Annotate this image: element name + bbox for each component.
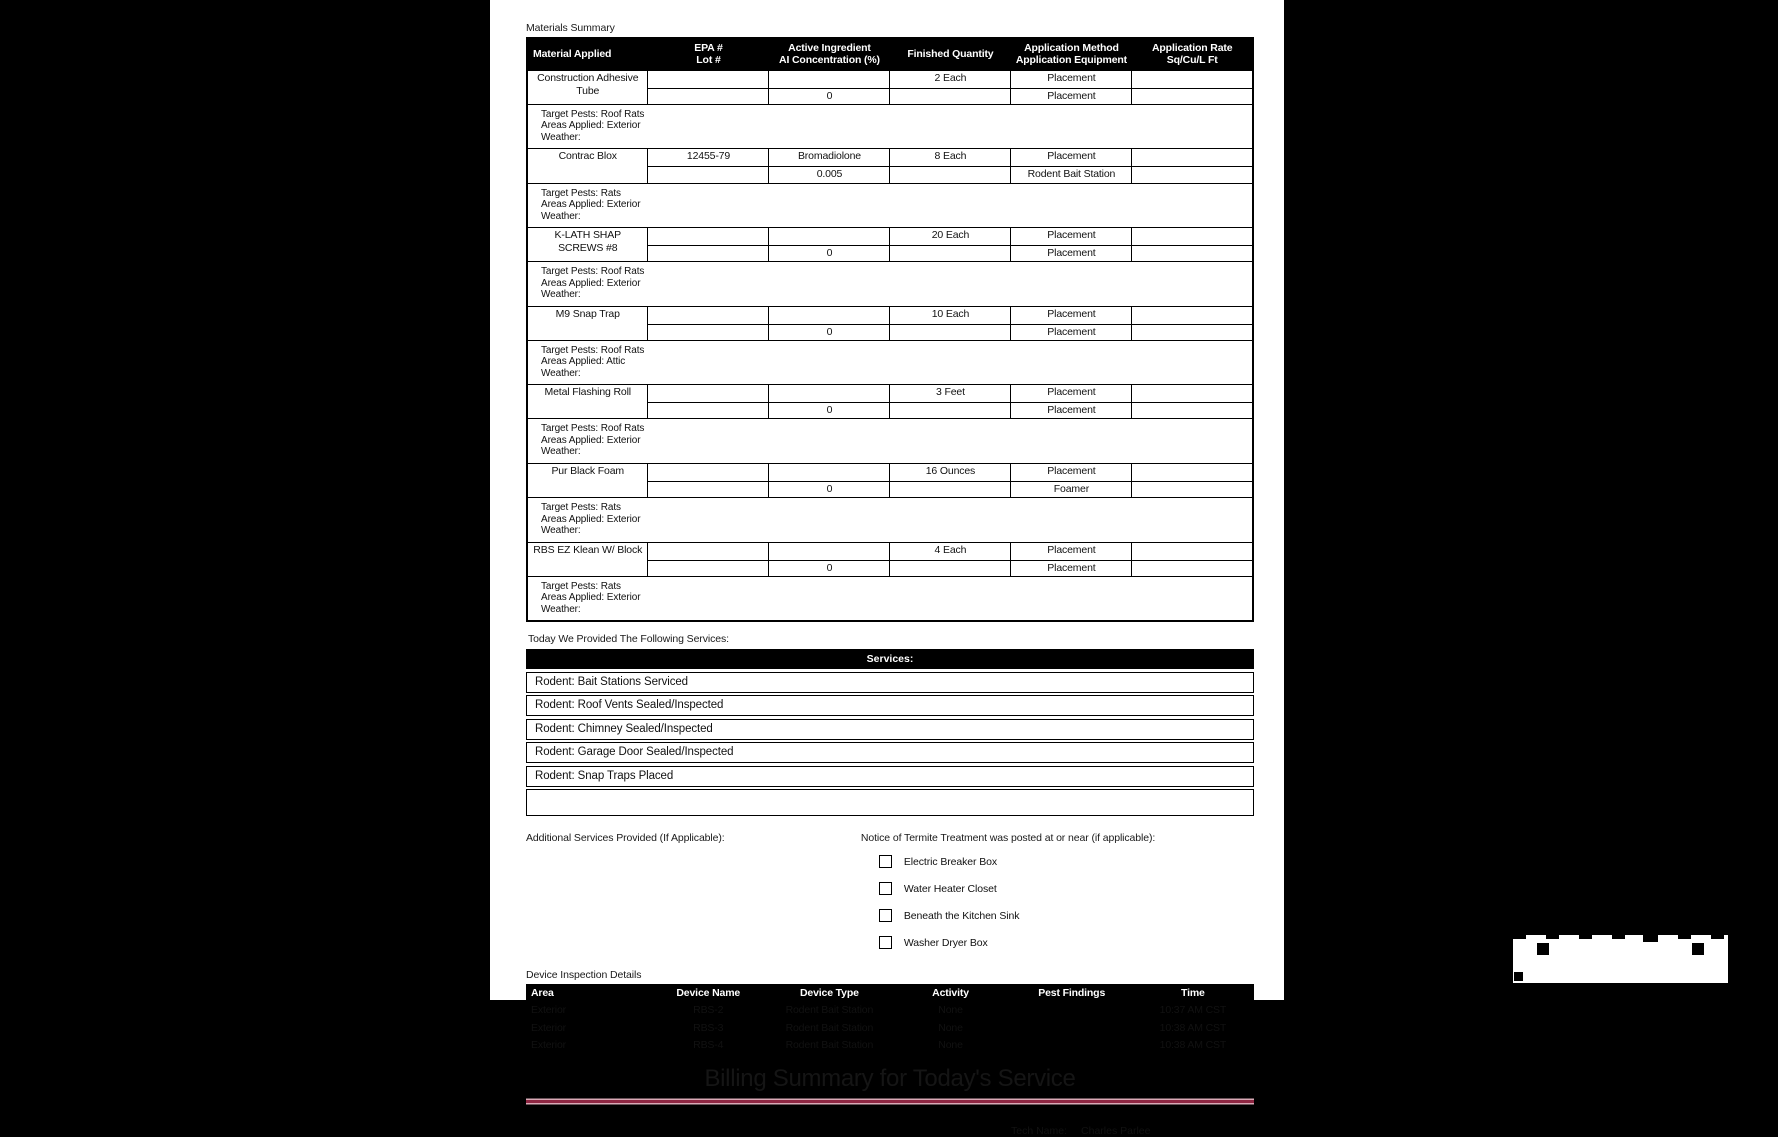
checkbox-row <box>879 882 1254 895</box>
weather-line: Weather: <box>541 289 581 301</box>
cell-active-ingredient: Bromadiolone <box>769 149 890 167</box>
cell-epa-number <box>648 306 769 324</box>
service-row: Rodent: Roof Vents Sealed/Inspected <box>526 695 1254 716</box>
cell-device-name: RBS-2 <box>648 1002 769 1020</box>
checkbox-label: Electric Breaker Box <box>903 855 997 868</box>
header-application-method <box>1011 38 1132 70</box>
cell-target-info <box>527 498 1253 543</box>
checkbox-beneath-kitchen-sink[interactable] <box>879 909 892 922</box>
cell-active-ingredient <box>769 228 890 246</box>
cell-area: Exterior <box>527 1019 648 1037</box>
weather-line: Weather: <box>541 367 581 379</box>
cell-application-rate <box>1132 70 1253 88</box>
cell-application-method: Placement <box>1011 149 1132 167</box>
header-application-rate <box>1132 38 1253 70</box>
termite-notice-label: Notice of Termite Treatment was posted at or near (if applicable): <box>860 832 1156 845</box>
cell-application-equipment: Placement <box>1011 324 1132 340</box>
header-method-line1: Application Method <box>1024 42 1119 54</box>
checkbox-label: Beneath the Kitchen Sink <box>903 909 1020 922</box>
materials-summary-label: Materials Summary <box>526 22 615 34</box>
cell-epa-number <box>648 228 769 246</box>
cell-ai-concentration: 0 <box>769 88 890 104</box>
weather-line: Weather: <box>541 525 581 536</box>
cell-activity: None <box>890 1002 1011 1020</box>
material-row <box>527 385 1253 403</box>
cell-lot-number <box>648 481 769 497</box>
checkbox-label: Water Heater Closet <box>903 882 997 895</box>
device-inspection-table <box>526 984 1254 1055</box>
cell-lot-number <box>648 403 769 419</box>
cell-pest-findings <box>1011 1019 1132 1037</box>
device-row <box>527 1002 1254 1020</box>
weather-line: Weather: <box>541 446 581 458</box>
header-device-name: Device Name <box>648 985 769 1002</box>
tech-name-label: Tech Name: <box>1011 1125 1068 1137</box>
cell-activity: None <box>890 1037 1011 1055</box>
cell-quantity-blank <box>890 481 1011 497</box>
billing-divider-rule <box>526 1100 1254 1104</box>
materials-summary-table <box>526 37 1254 622</box>
material-target-row <box>527 498 1253 543</box>
cell-device-type: Rodent Bait Station <box>769 1037 890 1055</box>
cell-lot-number <box>648 88 769 104</box>
additional-services-label: Additional Services Provided (If Applicable): <box>526 832 725 845</box>
services-intro-label: Today We Provided The Following Services: <box>528 633 729 646</box>
overlay-dash-marks <box>1513 935 1728 939</box>
cell-rate-blank <box>1132 246 1253 262</box>
header-epa-line2: Lot # <box>696 54 721 67</box>
cell-finished-quantity: 4 Each <box>890 542 1011 560</box>
materials-header-row <box>527 38 1253 70</box>
areas-applied-line: Areas Applied: Exterior <box>541 592 641 604</box>
cell-device-name: RBS-4 <box>648 1037 769 1055</box>
material-target-row <box>527 104 1253 149</box>
cell-rate-blank <box>1132 481 1253 497</box>
device-header-row <box>527 985 1254 1002</box>
checkbox-water-heater-closet[interactable] <box>879 882 892 895</box>
target-pests-line: Target Pests: Roof Rats <box>541 344 645 356</box>
material-target-row <box>527 576 1253 621</box>
overlay-notch-mark <box>1643 935 1658 942</box>
cell-rate-blank <box>1132 324 1253 340</box>
target-pests-line: Target Pests: Rats <box>541 580 621 592</box>
cell-time: 10:38 AM CST <box>1132 1019 1253 1037</box>
cell-area: Exterior <box>527 1037 648 1055</box>
cell-finished-quantity: 16 Ounces <box>890 463 1011 481</box>
cell-application-rate <box>1132 306 1253 324</box>
cell-application-rate <box>1132 542 1253 560</box>
areas-applied-line: Areas Applied: Exterior <box>541 277 641 289</box>
cell-epa-number <box>648 385 769 403</box>
cell-target-info <box>527 183 1253 228</box>
cell-active-ingredient <box>769 542 890 560</box>
cell-device-type: Rodent Bait Station <box>769 1002 890 1020</box>
cell-finished-quantity: 3 Feet <box>890 385 1011 403</box>
cell-ai-concentration: 0.005 <box>769 167 890 183</box>
checkbox-label: Washer Dryer Box <box>903 936 988 949</box>
cell-quantity-blank <box>890 403 1011 419</box>
device-row <box>527 1037 1254 1055</box>
material-row <box>527 70 1253 88</box>
material-target-row <box>527 340 1253 385</box>
material-row <box>527 463 1253 481</box>
cell-application-rate <box>1132 463 1253 481</box>
cell-epa-number <box>648 463 769 481</box>
services-table-header: Services: <box>526 649 1254 669</box>
cell-application-method: Placement <box>1011 306 1132 324</box>
cell-epa-number <box>648 70 769 88</box>
areas-applied-line: Areas Applied: Exterior <box>541 120 641 132</box>
cell-active-ingredient <box>769 306 890 324</box>
target-pests-line: Target Pests: Roof Rats <box>541 108 645 120</box>
cell-finished-quantity: 8 Each <box>890 149 1011 167</box>
cell-device-name: RBS-3 <box>648 1019 769 1037</box>
material-row <box>527 149 1253 167</box>
cell-application-equipment: Placement <box>1011 403 1132 419</box>
service-row: Rodent: Garage Door Sealed/Inspected <box>526 742 1254 763</box>
cell-ai-concentration: 0 <box>769 560 890 576</box>
material-target-row <box>527 183 1253 228</box>
cell-ai-concentration: 0 <box>769 403 890 419</box>
billing-summary-title: Billing Summary for Today's Service <box>704 1064 1076 1092</box>
cell-quantity-blank <box>890 324 1011 340</box>
header-ai-line2: AI Concentration (%) <box>779 54 880 67</box>
cell-material-name: Contrac Blox <box>527 149 648 183</box>
tech-name-value: Charles Parlee <box>1081 1125 1151 1137</box>
material-row <box>527 542 1253 560</box>
cell-finished-quantity: 20 Each <box>890 228 1011 246</box>
overlay-square-mark <box>1692 943 1704 955</box>
device-inspection-label: Device Inspection Details <box>526 969 642 982</box>
cell-application-equipment: Placement <box>1011 88 1132 104</box>
target-pests-line: Target Pests: Roof Rats <box>541 266 645 278</box>
header-finished-quantity: Finished Quantity <box>890 38 1011 70</box>
cell-quantity-blank <box>890 560 1011 576</box>
areas-applied-line: Areas Applied: Exterior <box>541 513 641 525</box>
cell-application-method: Placement <box>1011 463 1132 481</box>
weather-line: Weather: <box>541 210 581 222</box>
cell-application-rate <box>1132 228 1253 246</box>
cell-lot-number <box>648 324 769 340</box>
material-row <box>527 306 1253 324</box>
header-ai-line1: Active Ingredient <box>788 42 871 54</box>
cell-pest-findings <box>1011 1002 1132 1020</box>
cell-quantity-blank <box>890 167 1011 183</box>
cell-material-name: RBS EZ Klean W/ Block <box>527 542 648 576</box>
cell-material-name: Metal Flashing Roll <box>527 385 648 419</box>
device-row <box>527 1019 1254 1037</box>
areas-applied-line: Areas Applied: Exterior <box>541 434 641 446</box>
material-target-row <box>527 419 1253 464</box>
additional-section <box>526 832 1254 963</box>
cell-device-type: Rodent Bait Station <box>769 1019 890 1037</box>
cell-target-info <box>527 576 1253 621</box>
cell-rate-blank <box>1132 167 1253 183</box>
cell-target-info <box>527 340 1253 385</box>
cell-application-equipment: Foamer <box>1011 481 1132 497</box>
cell-activity: None <box>890 1019 1011 1037</box>
header-material-applied: Material Applied <box>527 38 648 70</box>
header-epa-lot <box>648 38 769 70</box>
cell-material-name: K-LATH SHAP SCREWS #8 <box>527 228 648 262</box>
cell-ai-concentration: 0 <box>769 324 890 340</box>
cell-application-equipment: Placement <box>1011 560 1132 576</box>
tech-name-line <box>1011 1125 1254 1137</box>
areas-applied-line: Areas Applied: Exterior <box>541 199 641 210</box>
cell-active-ingredient <box>769 385 890 403</box>
cell-time: 10:38 AM CST <box>1132 1037 1253 1055</box>
cell-lot-number <box>648 560 769 576</box>
target-pests-line: Target Pests: Rats <box>541 502 621 513</box>
cell-quantity-blank <box>890 246 1011 262</box>
header-device-type: Device Type <box>769 985 890 1002</box>
target-pests-line: Target Pests: Roof Rats <box>541 423 645 435</box>
cell-application-equipment: Placement <box>1011 246 1132 262</box>
cell-epa-number <box>648 542 769 560</box>
header-rate-line1: Application Rate <box>1151 42 1233 54</box>
cell-application-rate <box>1132 385 1253 403</box>
services-table <box>526 649 1254 816</box>
cell-application-equipment: Rodent Bait Station <box>1011 167 1132 183</box>
checkbox-washer-dryer-box[interactable] <box>879 936 892 949</box>
cell-quantity-blank <box>890 88 1011 104</box>
cell-material-name: Construction Adhesive Tube <box>527 70 648 104</box>
cell-lot-number <box>648 167 769 183</box>
header-rate-line2: Sq/Cu/L Ft <box>1166 54 1218 67</box>
header-time: Time <box>1132 985 1253 1002</box>
cell-area: Exterior <box>527 1002 648 1020</box>
service-row-empty <box>526 789 1254 816</box>
material-target-row <box>527 262 1253 307</box>
cell-epa-number: 12455-79 <box>648 149 769 167</box>
cell-application-rate <box>1132 149 1253 167</box>
cell-finished-quantity: 2 Each <box>890 70 1011 88</box>
cell-application-method: Placement <box>1011 70 1132 88</box>
cell-application-method: Placement <box>1011 542 1132 560</box>
cell-ai-concentration: 0 <box>769 246 890 262</box>
header-activity: Activity <box>890 985 1011 1002</box>
cell-application-method: Placement <box>1011 385 1132 403</box>
checkbox-row <box>879 936 1254 949</box>
header-epa-line1: EPA # <box>694 42 723 54</box>
target-pests-line: Target Pests: Rats <box>541 187 621 199</box>
weather-line: Weather: <box>541 131 581 143</box>
cell-ai-concentration: 0 <box>769 481 890 497</box>
checkbox-row <box>879 909 1254 922</box>
areas-applied-line: Areas Applied: Attic <box>541 356 626 368</box>
material-row <box>527 228 1253 246</box>
overlay-square-mark <box>1537 943 1549 955</box>
header-pest-findings: Pest Findings <box>1011 985 1132 1002</box>
termite-checkbox-list <box>861 855 1254 949</box>
header-active-ingredient <box>769 38 890 70</box>
header-area: Area <box>527 985 648 1002</box>
cell-pest-findings <box>1011 1037 1132 1055</box>
cell-active-ingredient <box>769 463 890 481</box>
cell-rate-blank <box>1132 88 1253 104</box>
cell-finished-quantity: 10 Each <box>890 306 1011 324</box>
cell-application-method: Placement <box>1011 228 1132 246</box>
cell-rate-blank <box>1132 403 1253 419</box>
cell-target-info <box>527 104 1253 149</box>
service-row: Rodent: Chimney Sealed/Inspected <box>526 719 1254 740</box>
header-method-line2: Application Equipment <box>1015 54 1128 67</box>
cell-rate-blank <box>1132 560 1253 576</box>
service-row: Rodent: Bait Stations Serviced <box>526 672 1254 693</box>
checkbox-electric-breaker-box[interactable] <box>879 855 892 868</box>
cell-material-name: Pur Black Foam <box>527 463 648 497</box>
cell-material-name: M9 Snap Trap <box>527 306 648 340</box>
cell-target-info <box>527 419 1253 464</box>
cell-active-ingredient <box>769 70 890 88</box>
weather-line: Weather: <box>541 603 581 615</box>
cell-lot-number <box>648 246 769 262</box>
corner-overlay-box <box>1513 935 1728 983</box>
checkbox-row <box>879 855 1254 868</box>
cell-time: 10:37 AM CST <box>1132 1002 1253 1020</box>
cell-target-info <box>527 262 1253 307</box>
service-report-page <box>490 0 1284 1137</box>
overlay-square-mark <box>1514 972 1523 981</box>
service-row: Rodent: Snap Traps Placed <box>526 766 1254 787</box>
